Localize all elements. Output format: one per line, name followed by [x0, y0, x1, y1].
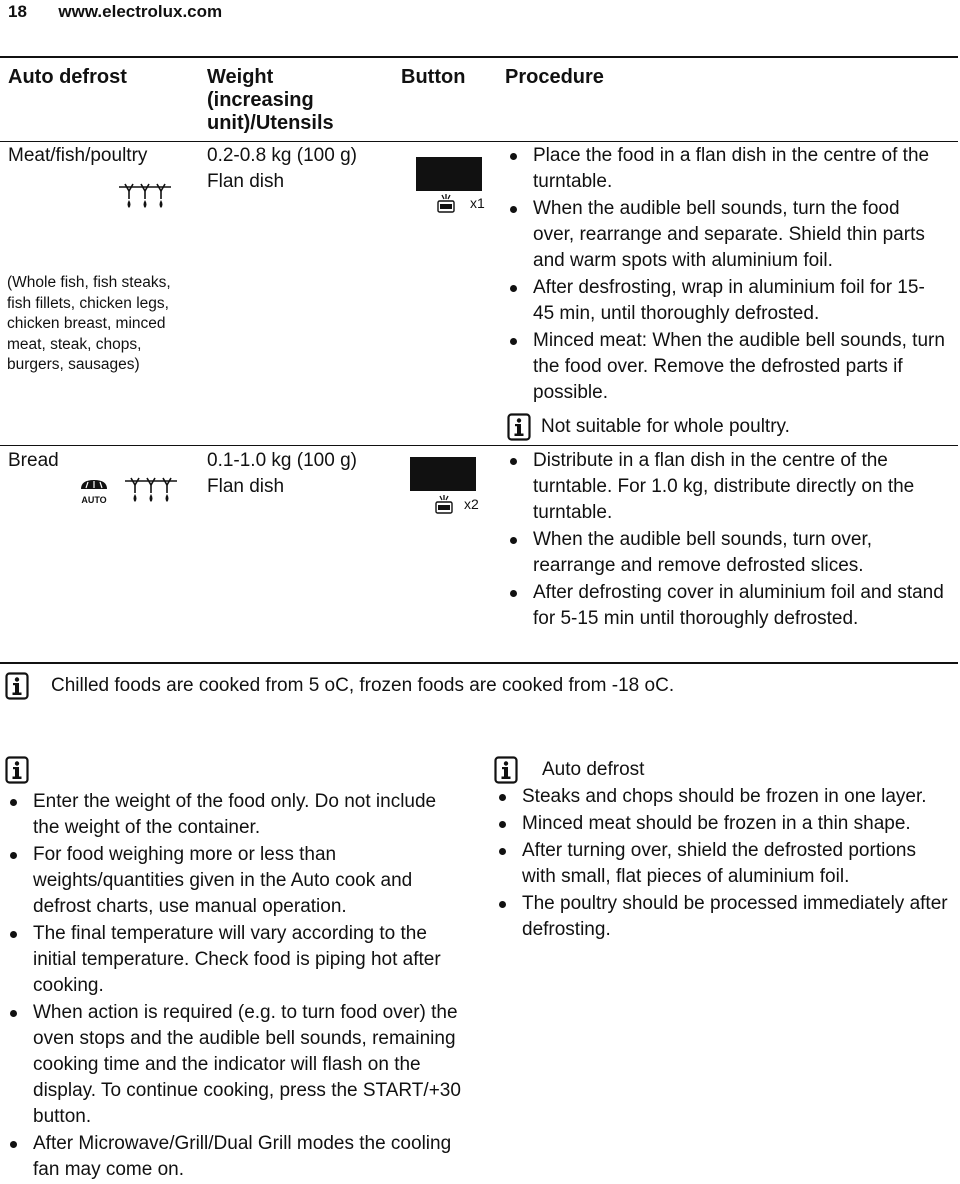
info-heading: [494, 756, 954, 784]
list-item: When action is required (e.g. to turn food over) the oven stops and the audible bell sounds, remaining cooking time and the indicator will flash on the display. To continue cooking, press the START/+30 button.: [5, 1000, 465, 1130]
list-item: After defrosting cover in aluminium foil and stand for 5-15 min until thoroughly defrosted.: [505, 580, 945, 632]
header-rule: [0, 141, 958, 142]
header-weight: Weight (increasing unit)/Utensils: [207, 66, 334, 134]
auto-icon: [436, 193, 456, 213]
info-list: [494, 784, 954, 943]
info-title: Auto defrost: [542, 759, 645, 780]
info-icon: [5, 672, 29, 700]
general-info: [5, 756, 465, 1184]
list-item: Enter the weight of the food only. Do not include the weight of the container.: [5, 789, 465, 841]
procedure-list: [505, 448, 945, 633]
list-item: After desfrosting, wrap in aluminium foil for 15-45 min, until thoroughly defrosted.: [505, 275, 945, 327]
food-category: Bread: [8, 450, 59, 471]
auto-defrost-info: [494, 756, 954, 944]
food-category: Meat/fish/poultry: [8, 145, 148, 166]
utensil: Flan dish: [207, 171, 285, 192]
weight-range: 0.2-0.8 kg (100 g): [207, 145, 357, 166]
table-bottom-rule: [0, 662, 958, 664]
footnote-text: Chilled foods are cooked from 5 oC, frozen foods are cooked from -18 oC.: [51, 675, 675, 696]
defrost-icon: [117, 183, 173, 213]
list-item: When the audible bell sounds, turn the food over, rearrange and separate. Shield thin parts and warm spots with aluminium foil.: [505, 196, 945, 274]
list-item: Distribute in a flan dish in the centre of the turntable. For 1.0 kg, distribute directly on the turntable.: [505, 448, 945, 526]
display-box: [416, 157, 482, 191]
defrost-icon: [123, 477, 179, 507]
page-header: [8, 1, 222, 23]
info-icon: [5, 756, 29, 784]
auto-label: AUTO: [81, 495, 107, 505]
auto-icon: [434, 494, 454, 514]
page-url: www.electrolux.com: [58, 2, 223, 21]
header-mode: Auto defrost: [8, 66, 127, 88]
list-item: Steaks and chops should be frozen in one layer.: [494, 784, 954, 810]
header-procedure: Procedure: [505, 66, 604, 88]
row-divider: [0, 445, 958, 446]
list-item: The poultry should be processed immediately after defrosting.: [494, 891, 954, 943]
display-box: [410, 457, 476, 491]
weight-range: 0.1-1.0 kg (100 g): [207, 450, 357, 471]
page-number: 18: [8, 2, 27, 21]
procedure-list: [505, 143, 945, 407]
row-note: [507, 413, 790, 441]
info-icon: [507, 413, 531, 441]
list-item: When the audible bell sounds, turn over, rearrange and remove defrosted slices.: [505, 527, 945, 579]
list-item: After turning over, shield the defrosted portions with small, flat pieces of aluminium foil.: [494, 838, 954, 890]
press-count: x2: [464, 496, 479, 512]
press-count: x1: [470, 195, 485, 211]
bread-icon: [79, 478, 109, 490]
header-button: Button: [401, 66, 466, 88]
list-item: For food weighing more or less than weights/quantities given in the Auto cook and defrost charts, use manual operation.: [5, 842, 465, 920]
info-list: [5, 789, 465, 1183]
utensil: Flan dish: [207, 476, 285, 497]
note-text: Not suitable for whole poultry.: [541, 416, 790, 437]
info-icon: [494, 756, 518, 784]
table-footnote: [5, 672, 674, 700]
list-item: After Microwave/Grill/Dual Grill modes the cooling fan may come on.: [5, 1131, 465, 1183]
list-item: Minced meat should be frozen in a thin shape.: [494, 811, 954, 837]
list-item: The final temperature will vary according to the initial temperature. Check food is piping hot after cooking.: [5, 921, 465, 999]
list-item: Minced meat: When the audible bell sounds, turn the food over. Remove the defrosted parts if possible.: [505, 328, 945, 406]
bread-auto-icon: [78, 477, 110, 505]
list-item: Place the food in a flan dish in the centre of the turntable.: [505, 143, 945, 195]
food-examples: (Whole fish, fish steaks, fish fillets, chicken legs, chicken breast, minced meat, steak, chops, burgers, sausages): [7, 274, 171, 373]
table-top-rule: [0, 56, 958, 58]
